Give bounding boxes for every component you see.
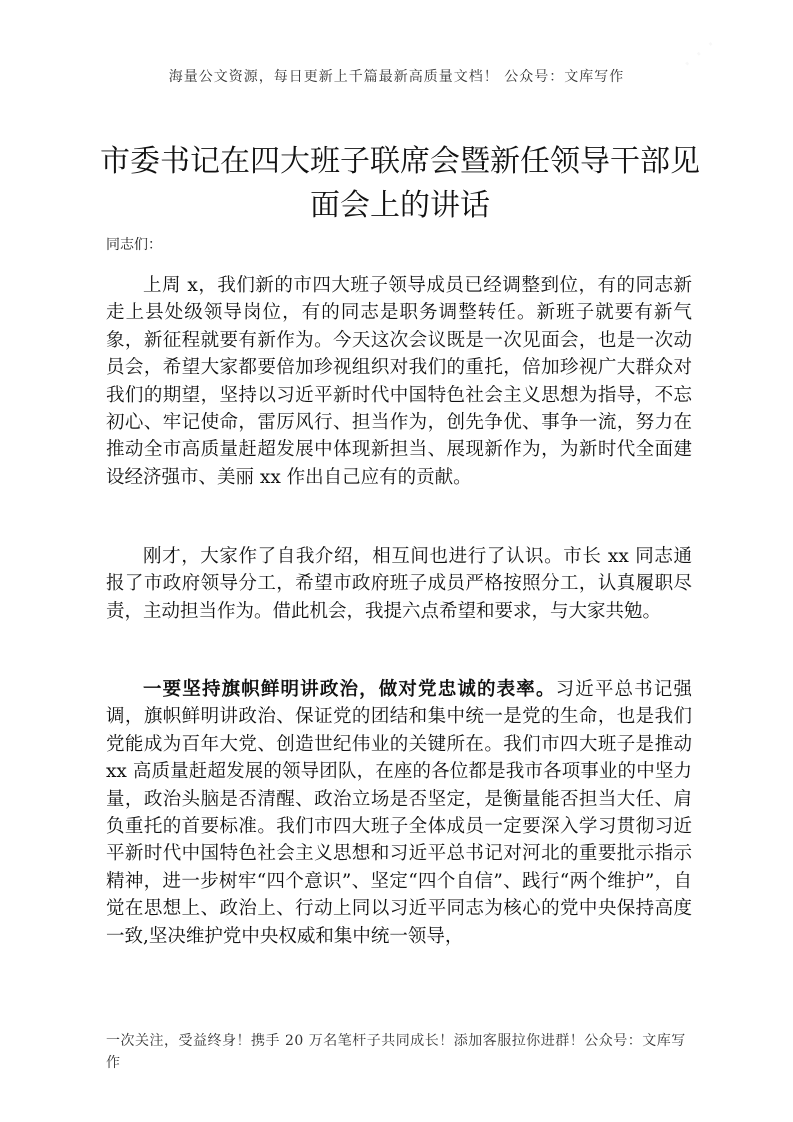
page-title: 市委书记在四大班子联席会暨新任领导干部见面会上的讲话 [100,144,700,223]
paragraph-3-lead: 一要坚持旗帜鲜明讲政治，做对党忠诚的表率。 [143,679,556,700]
salutation: 同志们： [106,237,162,253]
paragraph-3-body: 习近平总书记强调，旗帜鲜明讲政治、保证党的团结和集中统一是党的生命，也是我们党能成为百年大党、创造世纪伟业的关键所在。我们市四大班子是推动 xx 高质量赶超发展的领导团队，在座的各位都是我市各项事业的中坚力量，政治头脑是否清醒、政治立场是否坚定，是衡量能否担当大任、肩负重托的首要标准。我们市四大班子全体成员一定要深入学习贯彻习近平新时代中国特色社会主义思想和习近平总书记对河北的重要批示指示精神，进一步树牢“四个意识”、坚定“四个自信”、践行“两个维护”，自觉在思想上、政治上、行动上同以习近平同志为核心的党中央保持高度一致,坚决维护党中央权威和集中统一领导， [106,679,692,947]
paragraph-2: 刚才，大家作了自我介绍，相互间也进行了认识。市长 xx 同志通报了市政府领导分工，希望市政府班子成员严格按照分工，认真履职尽责，主动担当作为。借此机会，我提六点希望和要求，与大家共勉。 [106,546,692,622]
paragraph-1: 上周 x，我们新的市四大班子领导成员已经调整到位，有的同志新走上县处级领导岗位，有的同志是职务调整转任。新班子就要有新气象，新征程就要有新作为。今天这次会议既是一次见面会，也是一次动员会，希望大家都要倍加珍视组织对我们的重托，倍加珍视广大群众对我们的期望，坚持以习近平新时代中国特色社会主义思想为指导，不忘初心、牢记使命，雷厉风行、担当作为，创先争优、事争一流，努力在推动全市高质量赶超发展中体现新担当、展现新作为，为新时代全面建设经济强市、美丽 xx 作出自己应有的贡献。 [106,275,692,488]
footer-note: 一次关注，受益终身！携手 20 万名笔杆子共同成长！添加客服拉你进群！公众号：文库写作 [106,1033,686,1071]
header-note: 海量公文资源，每日更新上千篇最新高质量文档！ 公众号：文库写作 [168,69,625,85]
paragraph-3 [106,676,692,950]
watermark: · · · [675,31,723,77]
